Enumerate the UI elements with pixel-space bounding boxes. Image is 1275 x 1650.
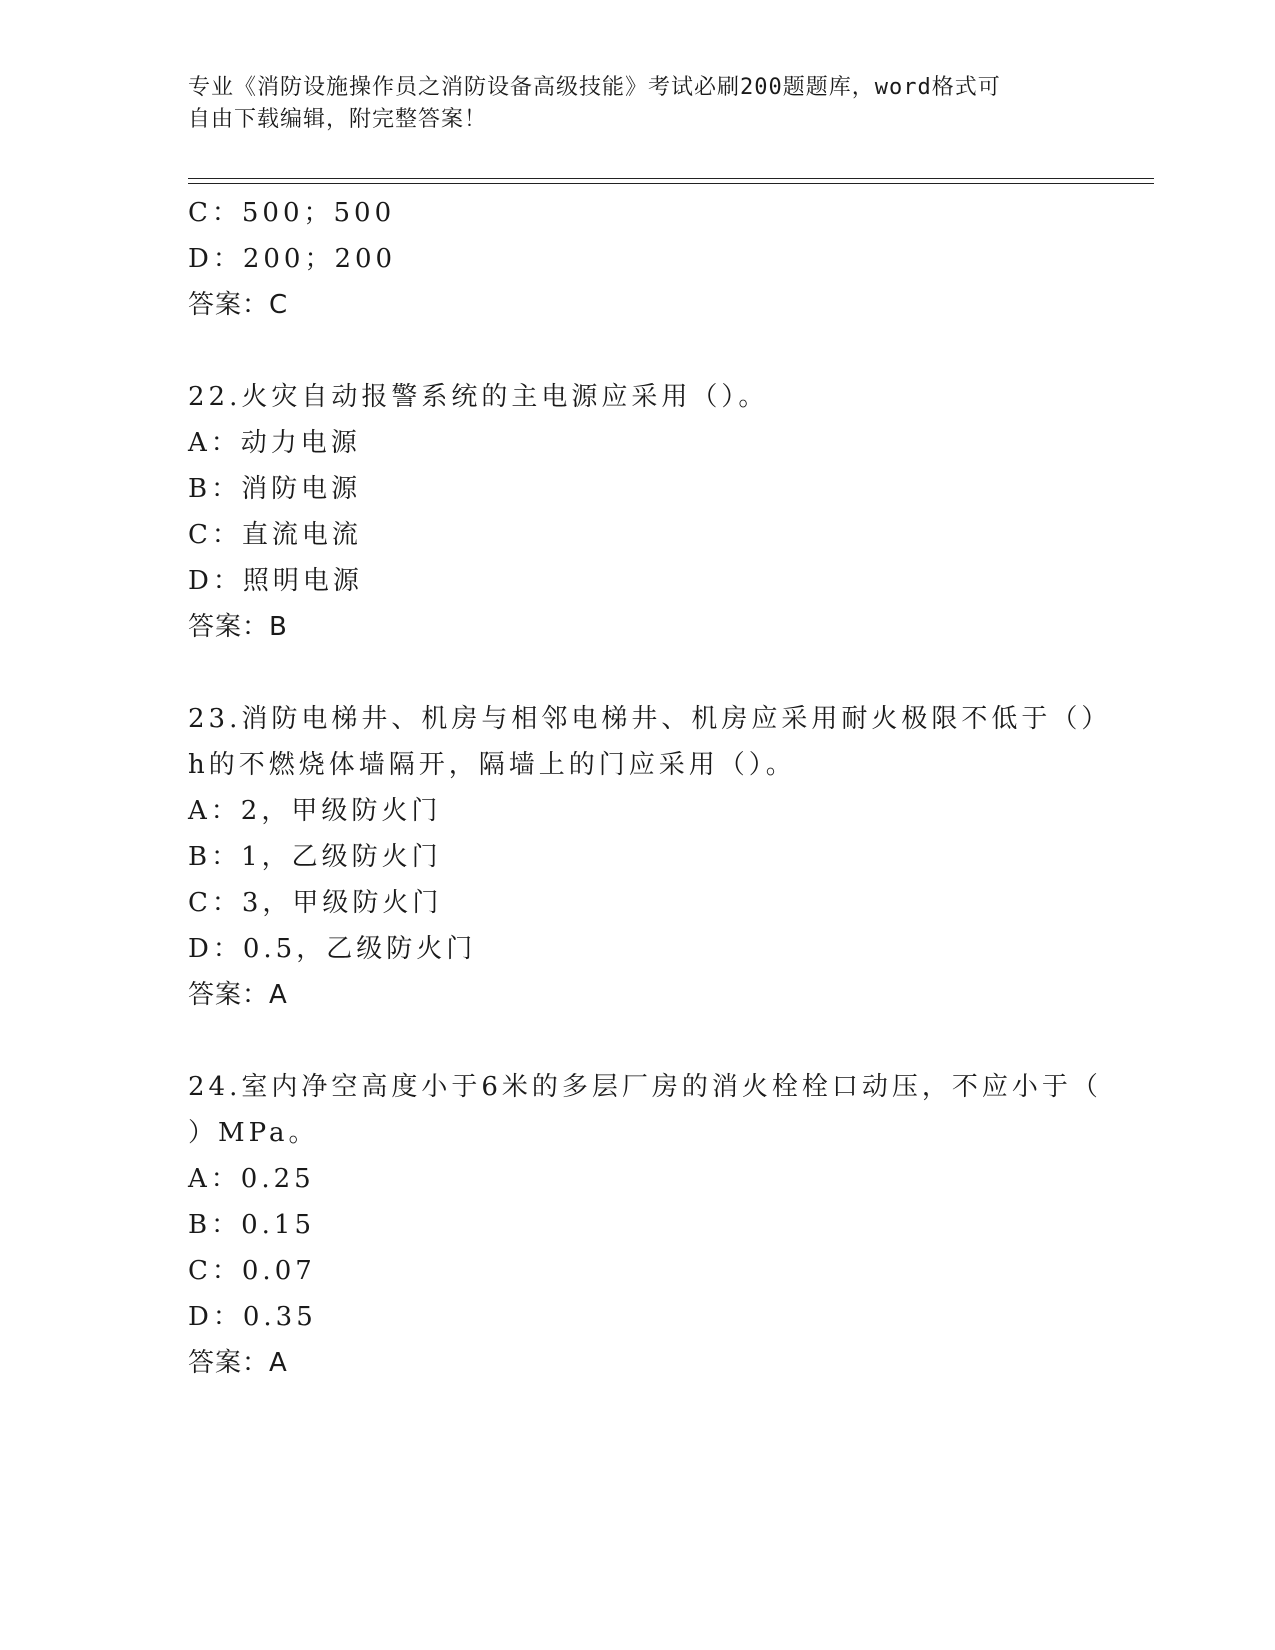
page-header bbox=[188, 72, 1068, 136]
question-22 bbox=[188, 374, 1088, 650]
spacer bbox=[188, 328, 1088, 374]
header-divider-top bbox=[188, 178, 1154, 179]
spacer bbox=[188, 1018, 1088, 1064]
header-title-line-1: 专业《消防设施操作员之消防设备高级技能》考试必刷200题题库，word格式可 bbox=[188, 75, 1001, 100]
question-stem-line-1: 23.消防电梯井、机房与相邻电梯井、机房应采用耐火极限不低于（） bbox=[188, 704, 1112, 734]
option-d: D：0.5，乙级防火门 bbox=[188, 934, 477, 964]
option-c: C：3，甲级防火门 bbox=[188, 888, 443, 918]
spacer bbox=[188, 650, 1088, 696]
question-stem-line-2: ）MPa。 bbox=[188, 1118, 319, 1148]
option-c: C：0.07 bbox=[188, 1256, 316, 1286]
option-c: C：直流电流 bbox=[188, 520, 362, 550]
question-23 bbox=[188, 696, 1112, 1018]
question-stem: 22.火灾自动报警系统的主电源应采用（）。 bbox=[188, 382, 769, 412]
question-24 bbox=[188, 1064, 1102, 1386]
option-a: A：2，甲级防火门 bbox=[188, 796, 442, 826]
header-title-line-2: 自由下载编辑，附完整答案！ bbox=[188, 107, 488, 132]
header-divider-bottom bbox=[188, 183, 1154, 184]
option-d: D：0.35 bbox=[188, 1302, 317, 1332]
answer-line: 答案：A bbox=[188, 980, 288, 1010]
question-21-tail bbox=[188, 190, 1088, 328]
option-a: A：动力电源 bbox=[188, 428, 361, 458]
question-list bbox=[188, 190, 1112, 1386]
answer-line: 答案：B bbox=[188, 612, 288, 642]
question-stem-line-2: h的不燃烧体墙隔开，隔墙上的门应采用（）。 bbox=[188, 750, 796, 780]
option-a: A：0.25 bbox=[188, 1164, 315, 1194]
option-d: D：200；200 bbox=[188, 244, 397, 274]
option-b: B：消防电源 bbox=[188, 474, 362, 504]
option-c: C：500；500 bbox=[188, 198, 396, 228]
option-b: B：1，乙级防火门 bbox=[188, 842, 442, 872]
question-stem-line-1: 24.室内净空高度小于6米的多层厂房的消火栓栓口动压，不应小于（ bbox=[188, 1072, 1102, 1102]
answer-line: 答案：A bbox=[188, 1348, 288, 1378]
answer-line: 答案：C bbox=[188, 290, 289, 320]
option-b: B：0.15 bbox=[188, 1210, 315, 1240]
option-d: D：照明电源 bbox=[188, 566, 363, 596]
